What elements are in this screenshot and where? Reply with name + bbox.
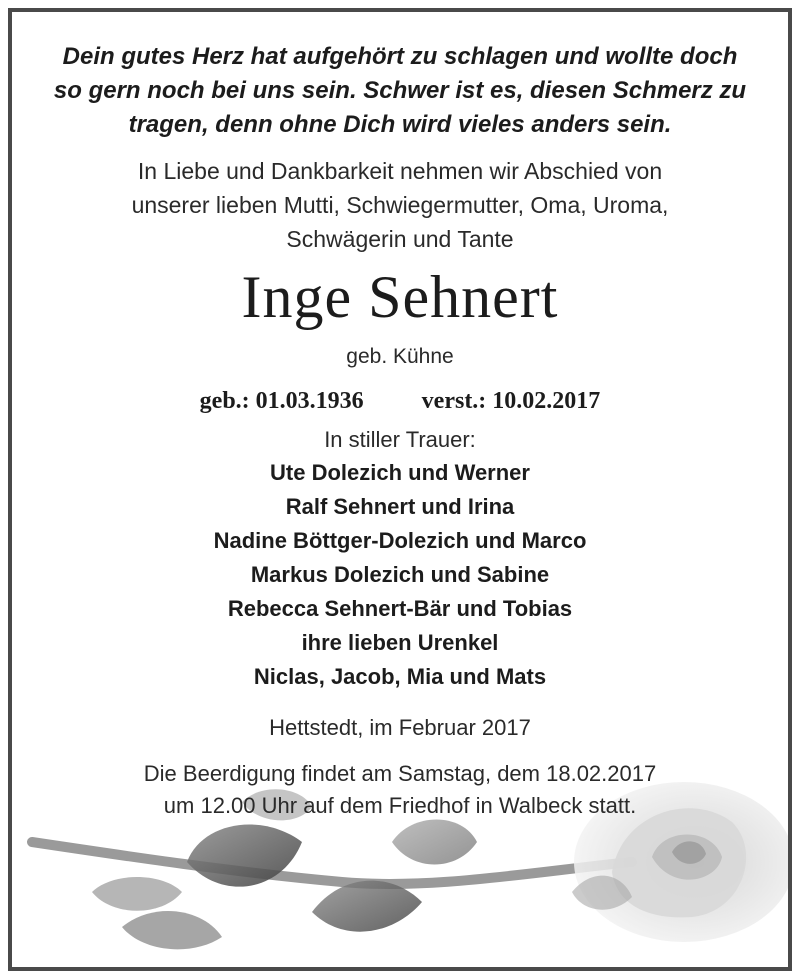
obituary-content [12,12,788,822]
mourner-line: Rebecca Sehnert-Bär und Tobias [227,596,573,621]
death-date: verst.: 10.02.2017 [421,388,601,414]
mourners-list [12,456,788,694]
intro-line: Schwägerin und Tante [286,226,514,252]
mourners-heading: In stiller Trauer: [324,427,476,452]
mourner-line: Ute Dolezich und Werner [270,460,530,485]
funeral-line: Die Beerdigung findet am Samstag, dem 18.02.2017 [143,761,657,786]
mourner-line: Nadine Böttger-Dolezich und Marco [213,528,587,553]
deceased-name: Inge Sehnert [241,264,559,330]
mourner-line: Niclas, Jacob, Mia und Mats [253,664,547,689]
place-and-date: Hettstedt, im Februar 2017 [269,715,531,740]
poem-line: tragen, denn ohne Dich wird vieles anders sein. [128,111,672,138]
funeral-notice [12,758,788,822]
life-dates [12,384,788,418]
poem-line: Dein gutes Herz hat aufgehört zu schlagen und wollte doch [62,43,738,70]
funeral-line: um 12.00 Uhr auf dem Friedhof in Walbeck statt. [163,793,637,818]
maiden-name: geb. Kühne [346,345,454,368]
intro-line: unserer lieben Mutti, Schwiegermutter, Oma, Uroma, [131,192,669,218]
intro-line: In Liebe und Dankbarkeit nehmen wir Abschied von [137,158,663,184]
mourner-line: ihre lieben Urenkel [301,630,499,655]
birth-date: geb.: 01.03.1936 [199,388,364,414]
memorial-poem [52,40,748,142]
mourner-line: Markus Dolezich und Sabine [250,562,550,587]
farewell-intro [12,154,788,256]
poem-line: so gern noch bei uns sein. Schwer ist es, diesen Schmerz zu [53,77,747,104]
mourner-line: Ralf Sehnert und Irina [285,494,515,519]
obituary-frame [8,8,792,971]
